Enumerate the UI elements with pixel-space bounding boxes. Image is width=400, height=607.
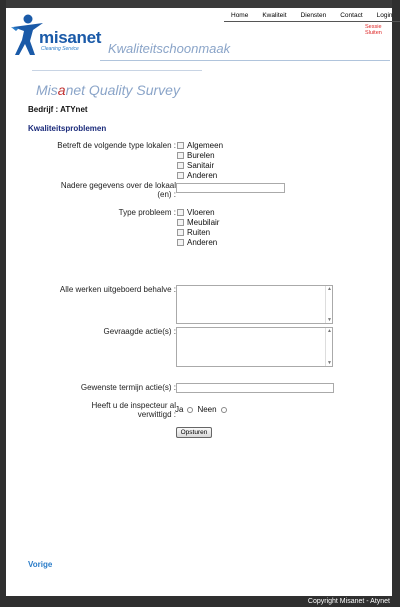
survey-title: Misanet Quality Survey (36, 82, 180, 98)
checkbox[interactable] (177, 172, 184, 179)
misanet-logo[interactable] (9, 13, 104, 59)
room-type-option[interactable]: Sanitair (177, 160, 223, 170)
nav-diensten[interactable]: Diensten (300, 12, 327, 19)
works-label: Alle werken uitgeboerd behalve : (59, 285, 176, 294)
checkbox[interactable] (177, 209, 184, 216)
page-content (6, 8, 392, 596)
radio-yes[interactable] (187, 407, 193, 413)
problem-type-options (177, 207, 219, 247)
checkbox[interactable] (177, 162, 184, 169)
inspector-radio-group (175, 405, 231, 414)
room-type-option[interactable]: Algemeen (177, 140, 223, 150)
scroll-up-icon[interactable]: ▲ (327, 286, 332, 292)
footer-copyright: Copyright Misanet - Atynet (0, 596, 400, 607)
section-title: Kwaliteitsproblemen (28, 124, 107, 133)
logo-wordmark: misanet (39, 28, 102, 47)
session-close-link[interactable]: Sessie Sluiten (365, 24, 382, 36)
works-textarea[interactable] (176, 285, 333, 324)
radio-no[interactable] (221, 407, 227, 413)
scrollbar[interactable] (325, 286, 332, 323)
problem-type-option[interactable]: Ruiten (177, 227, 219, 237)
inspector-label: Heeft u de inspecteur al verwittigd : (91, 401, 176, 419)
radio-yes-label: Ja (175, 405, 184, 414)
radio-no-label: Neen (197, 405, 217, 414)
scrollbar[interactable] (325, 328, 332, 366)
checkbox[interactable] (177, 239, 184, 246)
company-label: Bedrijf : ATYnet (28, 105, 88, 114)
nav-home[interactable]: Home (231, 12, 249, 19)
survey-divider (32, 70, 202, 71)
nav-kwaliteit[interactable]: Kwaliteit (262, 12, 287, 19)
problem-type-label: Type probleem : (118, 208, 176, 217)
checkbox[interactable] (177, 142, 184, 149)
actions-label: Gevraagde actie(s) : (103, 327, 176, 336)
checkbox[interactable] (177, 152, 184, 159)
actions-textarea[interactable] (176, 327, 333, 367)
details-input[interactable] (176, 183, 285, 193)
back-link[interactable]: Vorige (28, 560, 53, 569)
problem-type-option[interactable]: Meubilair (177, 217, 219, 227)
problem-type-option[interactable]: Vloeren (177, 207, 219, 217)
scroll-up-icon[interactable]: ▲ (327, 328, 332, 334)
banner-divider (100, 60, 390, 61)
details-label: Nadere gegevens over de lokaal (en) : (60, 181, 176, 199)
scroll-down-icon[interactable]: ▼ (327, 360, 332, 366)
top-frame-bar (0, 0, 400, 8)
logo-subtitle: Cleaning Service (41, 46, 79, 52)
room-type-label: Betreft de volgende type lokalen : (57, 141, 176, 150)
checkbox[interactable] (177, 229, 184, 236)
scroll-down-icon[interactable]: ▼ (327, 317, 332, 323)
deadline-input[interactable] (176, 383, 334, 393)
top-navigation (224, 12, 400, 22)
room-type-option[interactable]: Burelen (177, 150, 223, 160)
room-type-options (177, 140, 223, 180)
deadline-label: Gewenste termijn actie(s) : (80, 383, 176, 392)
nav-contact[interactable]: Contact (340, 12, 363, 19)
submit-button[interactable]: Opsturen (176, 427, 212, 438)
room-type-option[interactable]: Anderen (177, 170, 223, 180)
banner-title: Kwaliteitschoonmaak (108, 41, 231, 56)
right-frame-border (392, 0, 400, 607)
nav-login[interactable]: Login (376, 12, 393, 19)
checkbox[interactable] (177, 219, 184, 226)
problem-type-option[interactable]: Anderen (177, 237, 219, 247)
